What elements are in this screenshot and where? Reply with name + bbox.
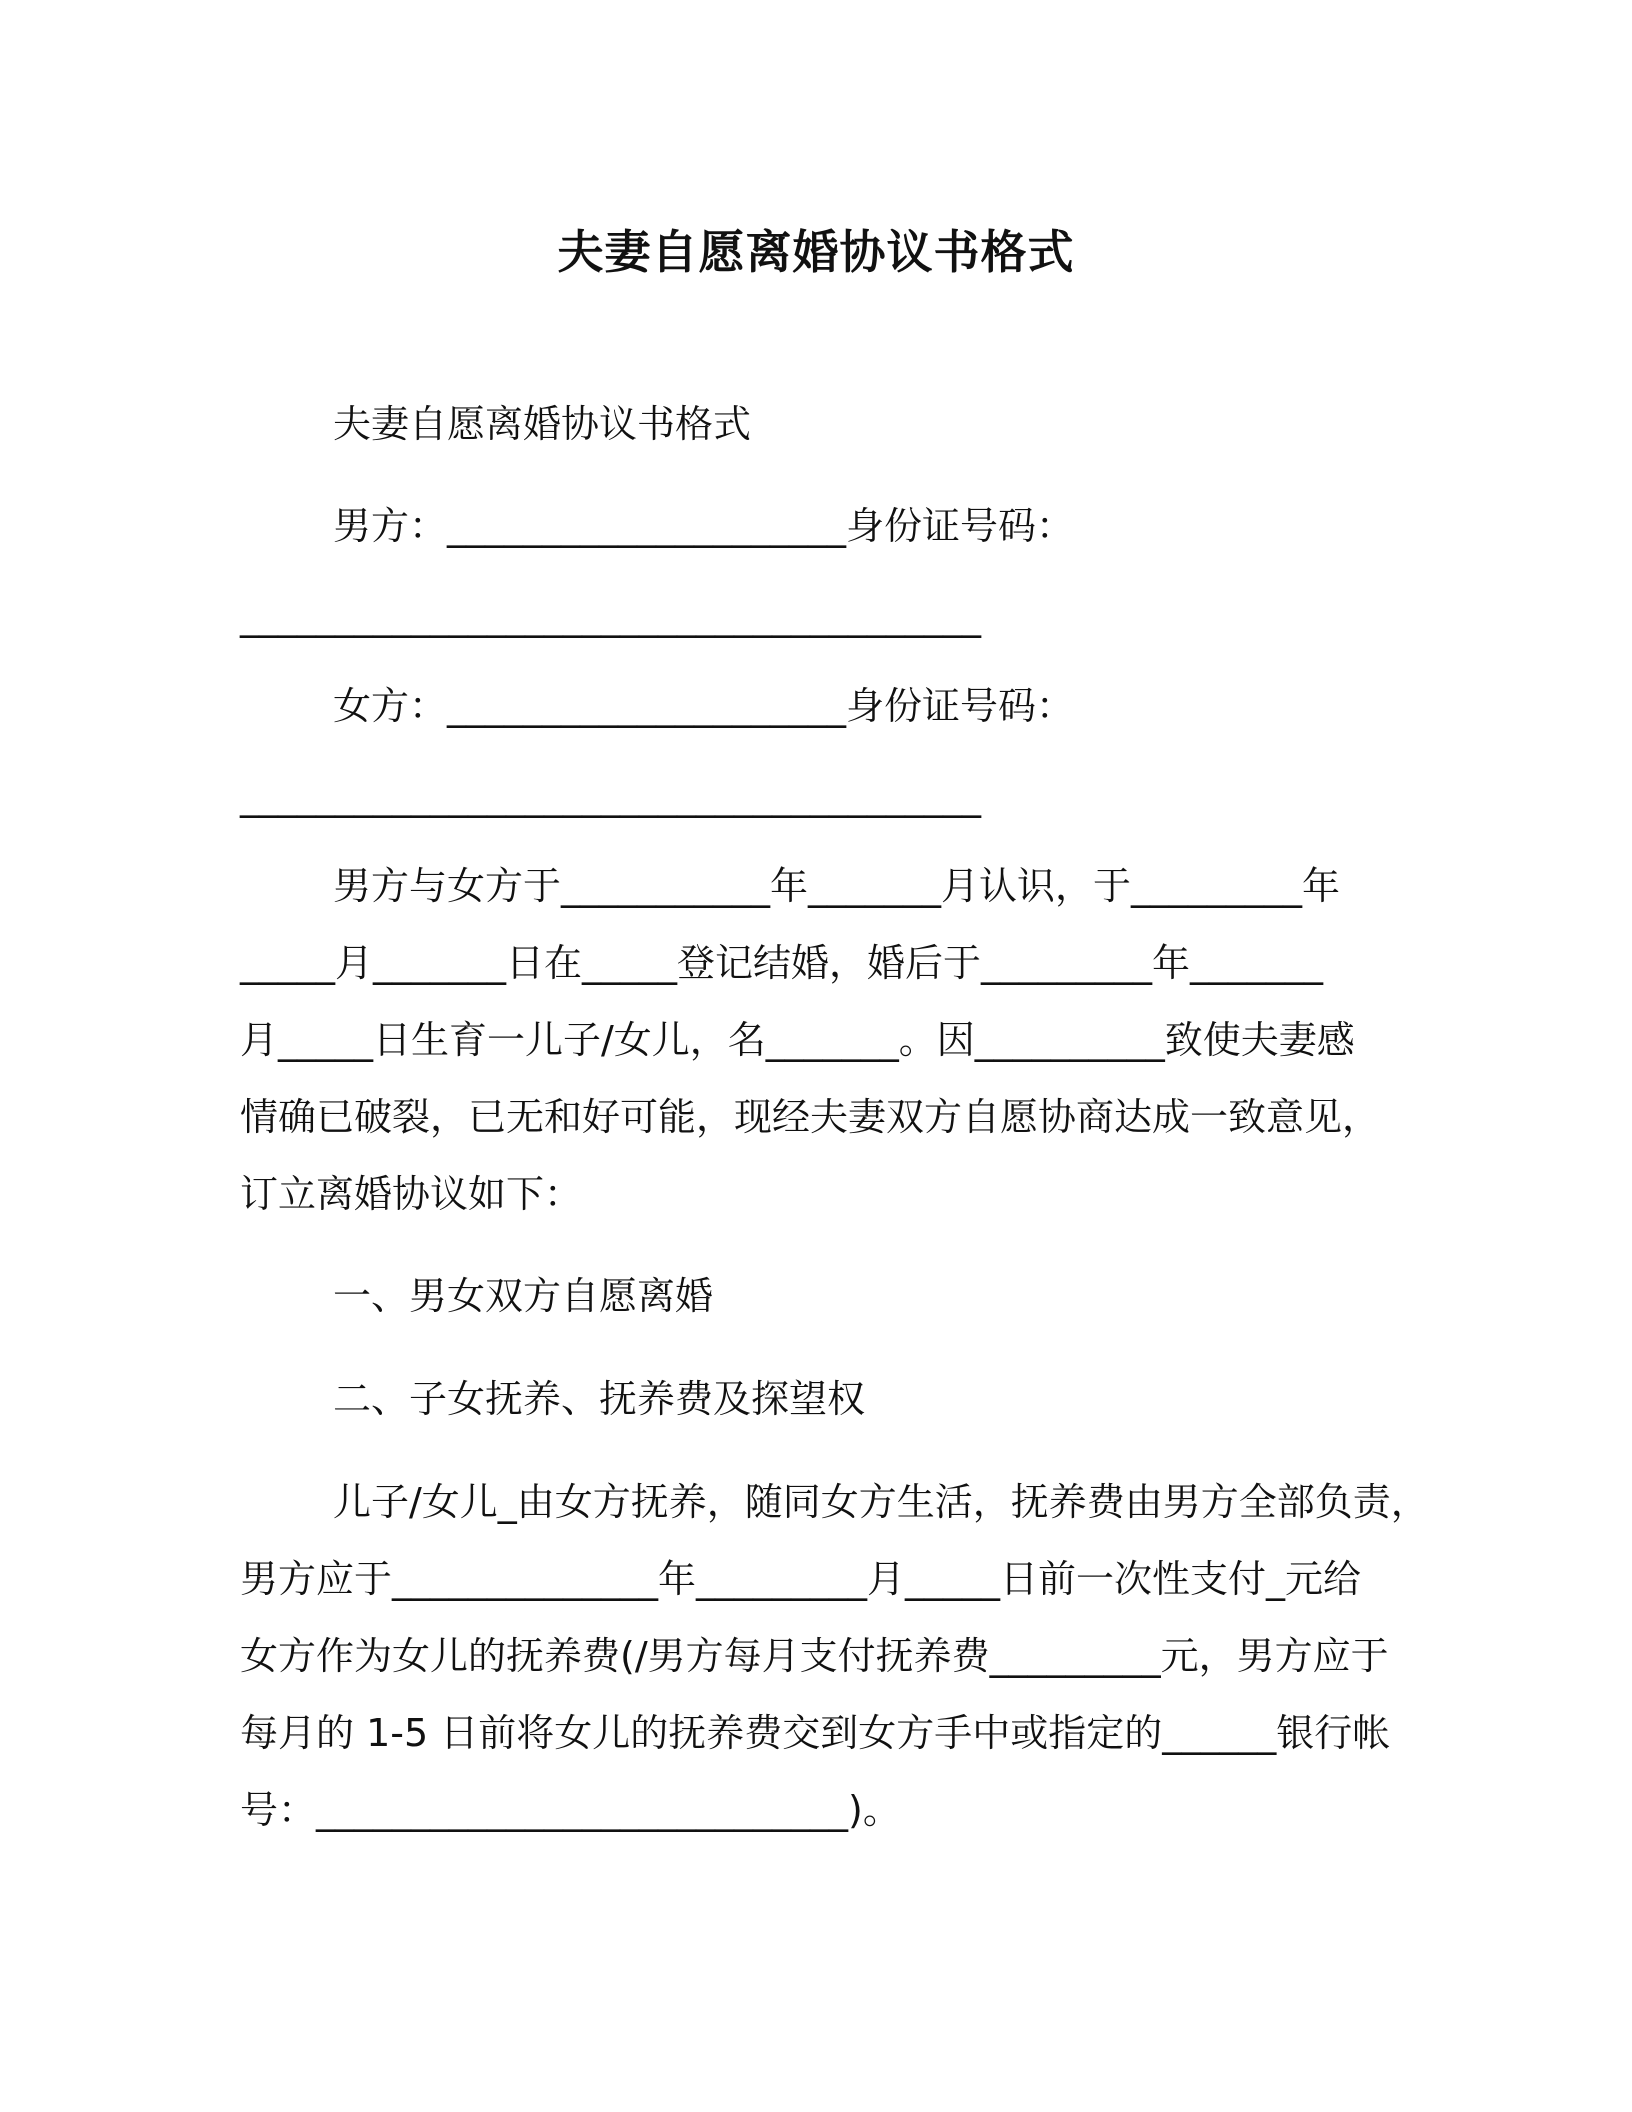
paragraph-line: 月_____日生育一儿子/女儿，名_______。因__________致使夫妻感 [240,1018,1355,1062]
paragraph-line: _____月_______日在_____登记结婚，婚后于_________年_______ [240,941,1324,985]
male-party-line: 男方：_____________________身份证号码： [333,504,1075,548]
paragraph-line: 儿子/女儿_由女方抚养，随同女方生活，抚养费由男方全部负责， [333,1480,1429,1524]
section-heading-1: 一、男女双方自愿离婚 [333,1274,714,1318]
paragraph-line: 订立离婚协议如下： [240,1172,583,1216]
paragraph-line: 男方与女方于___________年_______月认识，于_________年 [333,864,1341,908]
female-id-blank-line: _______________________________________ [240,774,981,818]
section-heading-2: 二、子女抚养、抚养费及探望权 [333,1377,866,1421]
paragraph-line: 男方应于______________年_________月_____日前一次性支付_元给 [240,1557,1362,1601]
male-id-blank-line: _______________________________________ [240,594,981,638]
female-party-line: 女方：_____________________身份证号码： [333,684,1075,728]
paragraph-line: 女方作为女儿的抚养费(/男方每月支付抚养费_________元，男方应于 [240,1634,1389,1678]
paragraph-line: 每月的 1-5 日前将女儿的抚养费交到女方手中或指定的______银行帐 [240,1711,1391,1755]
subtitle-line: 夫妻自愿离婚协议书格式 [333,402,752,446]
document-title: 夫妻自愿离婚协议书格式 [557,225,1075,279]
paragraph-line: 号：____________________________)。 [240,1788,901,1832]
paragraph-line: 情确已破裂，已无和好可能，现经夫妻双方自愿协商达成一致意见， [240,1095,1381,1139]
